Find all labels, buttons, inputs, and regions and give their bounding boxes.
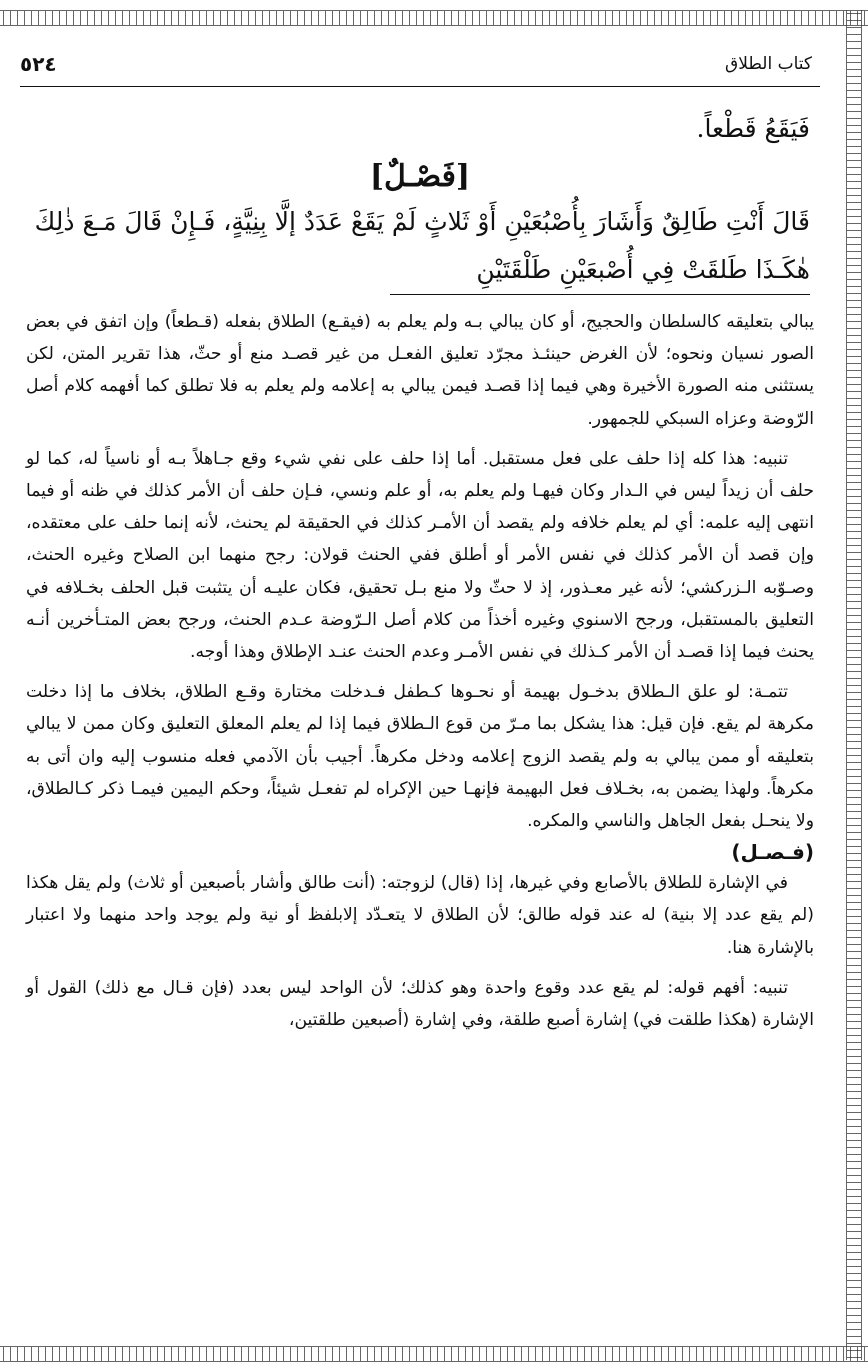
right-ornamental-border	[846, 10, 862, 1360]
commentary-paragraph: يبالي بتعليقه كالسلطان والحجيج، أو كان يبالي بـه ولم يعلم به (فيقـع) الطلاق بفعله (قـطعاً) وإن اتفق في بعض الصور نسيان ونحوه؛ لأن الغرض حينئـذ مجرّد تعليق الفعـل من غير قصـد منع أو حثّ، هذا تقرير المتن، لكن يستثنى منه الصورة الأخيرة وهي فيما إذا قصـد فيمن يبالي به إعلامه ولم يعلم به فلا تطلق كما أفهمه كلام أصل الرّوضة وعزاه السبكي للجمهور.	[26, 312, 814, 429]
section-heading: [فَصْـلٌ]	[369, 159, 471, 194]
matn-line-1: قَالَ أَنْتِ طَالِقٌ وَأَشَارَ بِأُصْبُعَيْنِ أَوْ ثَلاثٍ لَمْ يَقَعْ عَدَدٌ إلَّا بِنِيَّةٍ، فَـإِنْ قَالَ مَـعَ ذٰلِكَ	[34, 207, 810, 236]
page-number: ٥٢٤	[20, 52, 57, 76]
commentary-paragraph: تنبيه: هذا كله إذا حلف على فعل مستقبل. أما إذا حلف على نفي شيء وقع جـاهلاً بـه أو ناسياً له، كما لو حلف أن زيداً ليس في الـدار وكان فيهـا ولم يعلم به، أو علم ونسي، فـإن حلف أن الأمر كذلك في ظنه أو فيما انتهى إليه علمه: أي لم يعلم خلافه ولم يقصد أن الأمـر كذلك في الحقيقة لم يحنث، لأنه إنما حلف على معتقده، وإن قصد أن الأمر كذلك في نفس الأمر أو أطلق ففي الحنث قولان: رجح منهما ابن الصلاح وغيره الحنث، وصـوّبه الـزركشي؛ لأنه غير معـذور، إذ لا حثّ ولا منع بـل تحقيق، فكان عليـه أن يتثبت قبل الحلف بخـلافه في التعليق بالمستقبل، ورجح الاسنوي وغيره أخذاً من كلام أصل الـرّوضة عـدم الحنث، ورجح بعض المتـأخرين أنـه يحنث فيما إذا قصـد أن الأمر كـذلك في نفس الأمـر وعدم الحنث عنـد الإطلاق وهذا أوجه.	[26, 448, 814, 663]
book-title: كتاب الطلاق	[725, 54, 812, 74]
bottom-ornamental-border	[0, 1346, 868, 1362]
top-ornamental-border	[0, 10, 868, 26]
commentary-paragraph: تتمـة: لو علق الـطلاق بدخـول بهيمة أو نحـوها كـطفل فـدخلت مختارة وقـع الطلاق، بخلاف ما إذا دخلت مكرهة لم يقع. فإن قيل: هذا يشكل بما مـرّ من قوع الـطلاق فيما إذا لم يعلم المعلق التعليق وكان ممن لا يبالي بتعليقه أو ممن يبالي به ولم يقصد الزوج إعلامه ودخل مكرهاً. أجيب بأن الآدمي فعله منسوب إليه وان أتى به مكرهاً. ولهذا يضمن به، بخـلاف فعل البهيمة فإنهـا حين الإكراه لم تفعـل شيئاً، وحكم اليمين فيمـا ذكر كـالطلاق، ولا ينحـل بفعل الجاهل والناسي والمكره.	[26, 682, 814, 832]
commentary	[20, 306, 820, 1036]
commentary-paragraph: في الإشارة للطلاق بالأصابع وفي غيرها، إذا (قال) لزوجته: (أنت طالق وأشار بأصبعين أو ثلاث) ولم يقل هكذا (لم يقع عدد إلا بنية) له عند قوله طالق؛ لأن الطلاق لا يتعـدّد إلابلفظ أو نية ولم يوجد واحد منهما ولا اعتبار بالإشارة هنا.	[26, 873, 814, 958]
commentary-paragraph: تنبيه: أفهم قوله: لم يقع عدد وقوع واحدة وهو كذلك؛ لأن الواحد ليس بعدد (فإن قـال مع ذلك) القول أو الإشارة (هكذا طلقت في) إشارة أصبع طلقة، وفي إشارة (أصبعين طلقتين،	[26, 977, 814, 1031]
matn-line-2: هٰكَـذَا طَلقَتْ فِي أُصْبعَيْنِ طَلْقَتَيْنِ	[390, 246, 810, 295]
commentary-section-heading: (فـصـل)	[731, 840, 814, 865]
matn-opening: فَيَقَعُ قَطْعاً.	[696, 114, 810, 143]
page	[20, 40, 820, 1340]
running-header	[20, 40, 820, 87]
